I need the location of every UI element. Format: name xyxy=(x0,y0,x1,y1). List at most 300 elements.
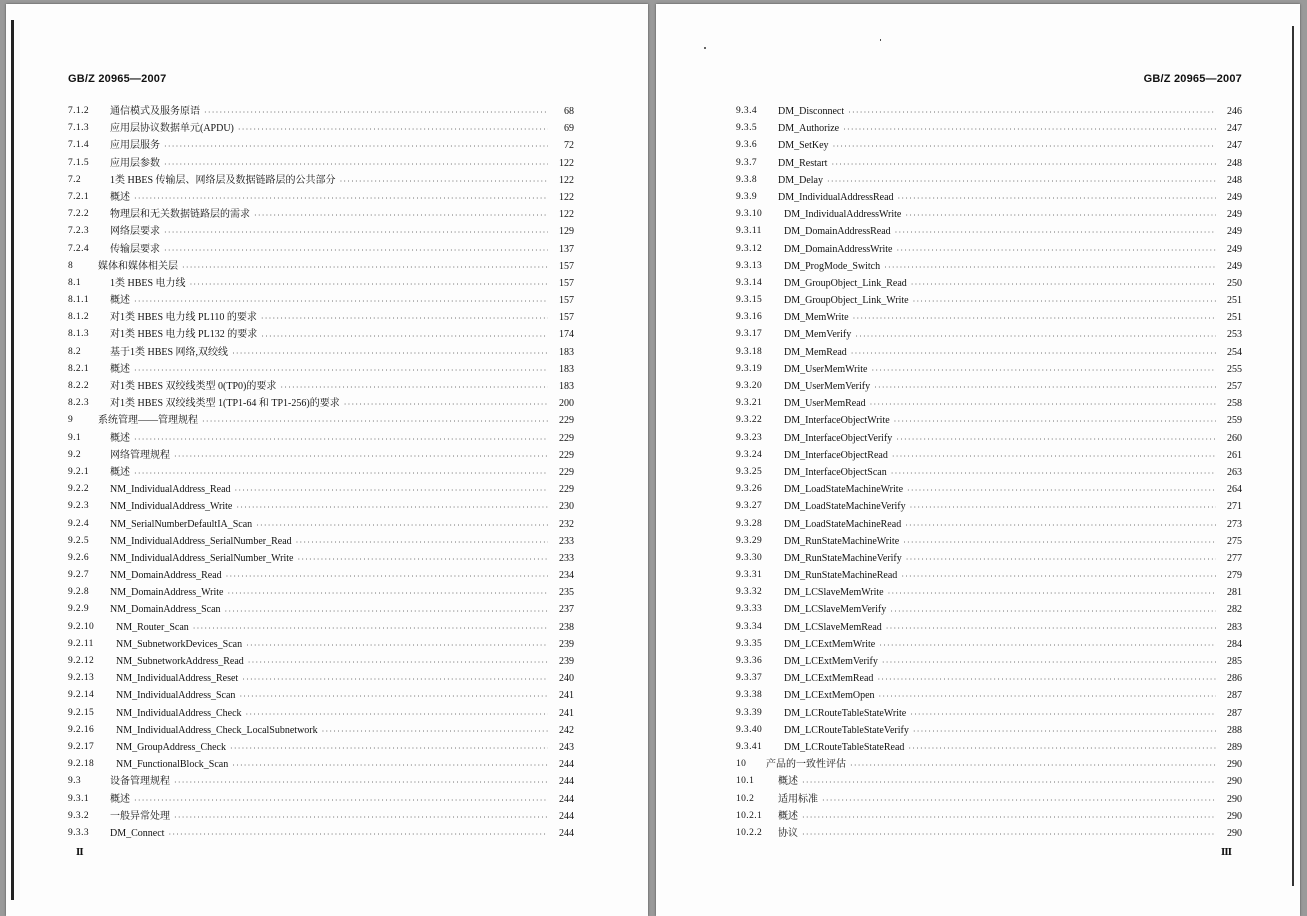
toc-section-number: 9.2.15 xyxy=(68,707,95,718)
toc-section-number: 9.3.25 xyxy=(736,466,763,477)
toc-entry[interactable] xyxy=(68,464,574,481)
toc-entry[interactable] xyxy=(736,378,1242,395)
toc-leader-dots xyxy=(256,517,548,534)
toc-entry[interactable] xyxy=(68,825,574,842)
toc-entry[interactable] xyxy=(736,447,1242,464)
toc-page-number: 244 xyxy=(559,776,574,788)
toc-section-title: DM_LCRouteTableStateRead xyxy=(784,741,905,753)
toc-page-number: 248 xyxy=(1227,174,1242,186)
left-page xyxy=(6,4,648,916)
toc-section-number: 9.2.10 xyxy=(68,621,95,632)
toc-section-title: DM_LCExtMemWrite xyxy=(784,638,876,650)
toc-entry[interactable] xyxy=(68,601,574,618)
toc-leader-dots xyxy=(164,138,548,155)
toc-entry[interactable] xyxy=(68,670,574,687)
toc-leader-dots xyxy=(898,190,1216,207)
toc-leader-dots xyxy=(164,242,548,259)
toc-section-title: DM_SetKey xyxy=(778,140,829,152)
toc-section-title: DM_RunStateMachineWrite xyxy=(784,535,900,547)
toc-entry[interactable] xyxy=(68,808,574,825)
toc-entry[interactable] xyxy=(736,584,1242,601)
toc-leader-dots xyxy=(853,310,1216,327)
toc-page-number: 286 xyxy=(1227,673,1242,685)
toc-entry[interactable] xyxy=(68,636,574,653)
toc-leader-dots xyxy=(884,259,1216,276)
toc-section-number: 9.2.7 xyxy=(68,570,89,581)
toc-section-title: NM_SerialNumberDefaultIA_Scan xyxy=(110,518,253,530)
toc-section-number: 9.3.3 xyxy=(68,827,89,838)
toc-section-title: 应用层服务 xyxy=(110,140,160,152)
toc-leader-dots xyxy=(134,190,548,207)
toc-page-number: 232 xyxy=(559,518,574,530)
toc-entry[interactable] xyxy=(736,619,1242,636)
toc-section-number: 9.3.40 xyxy=(736,724,763,735)
toc-section-title: DM_UserMemWrite xyxy=(784,363,868,375)
toc-entry[interactable] xyxy=(68,584,574,601)
toc-leader-dots xyxy=(895,224,1216,241)
toc-entry[interactable] xyxy=(68,567,574,584)
toc-section-title: 应用层协议数据单元(APDU) xyxy=(110,123,234,135)
toc-section-number: 9.3.26 xyxy=(736,484,763,495)
toc-section-number: 9.3.23 xyxy=(736,432,763,443)
toc-entry[interactable] xyxy=(68,653,574,670)
toc-section-title: NM_IndividualAddress_SerialNumber_Write xyxy=(110,552,294,564)
toc-section-number: 7.1.4 xyxy=(68,140,89,151)
toc-page-number: 229 xyxy=(559,449,574,461)
toc-section-title: 概述 xyxy=(110,363,130,375)
toc-entry[interactable] xyxy=(68,516,574,533)
toc-section-number: 9.2.4 xyxy=(68,518,89,529)
toc-section-title: 应用层参数 xyxy=(110,157,160,169)
toc-leader-dots xyxy=(236,499,548,516)
table-of-contents xyxy=(68,103,574,842)
toc-page-number: 250 xyxy=(1227,277,1242,289)
toc-entry[interactable] xyxy=(736,172,1242,189)
toc-entry[interactable] xyxy=(736,653,1242,670)
toc-page-number: 229 xyxy=(559,484,574,496)
toc-leader-dots xyxy=(879,637,1216,654)
toc-entry[interactable] xyxy=(736,430,1242,447)
toc-section-title: 媒体和媒体相关层 xyxy=(98,260,178,272)
toc-section-title: 1类 HBES 电力线 xyxy=(110,277,186,289)
toc-entry[interactable] xyxy=(68,705,574,722)
toc-page-number: 287 xyxy=(1227,707,1242,719)
toc-section-number: 9.3.11 xyxy=(736,226,762,237)
toc-entry[interactable] xyxy=(68,395,574,412)
toc-entry[interactable] xyxy=(736,137,1242,154)
toc-page-number: 247 xyxy=(1227,140,1242,152)
toc-entry[interactable] xyxy=(68,172,574,189)
toc-entry[interactable] xyxy=(68,292,574,309)
toc-page-number: 249 xyxy=(1227,226,1242,238)
toc-leader-dots xyxy=(340,173,548,190)
toc-entry[interactable] xyxy=(736,533,1242,550)
toc-entry[interactable] xyxy=(68,550,574,567)
toc-section-title: NM_IndividualAddress_SerialNumber_Read xyxy=(110,535,292,547)
toc-entry[interactable] xyxy=(68,344,574,361)
toc-entry[interactable] xyxy=(68,430,574,447)
toc-leader-dots xyxy=(134,293,548,310)
toc-section-title: DM_LCExtMemOpen xyxy=(784,690,875,702)
toc-page-number: 183 xyxy=(559,381,574,392)
toc-section-number: 9.3.36 xyxy=(736,656,763,666)
toc-entry[interactable] xyxy=(68,447,574,464)
toc-page-number: 233 xyxy=(559,552,574,564)
toc-entry[interactable] xyxy=(736,241,1242,258)
toc-section-title: DM_MemRead xyxy=(784,346,847,358)
toc-section-title: DM_RunStateMachineVerify xyxy=(784,552,902,564)
toc-leader-dots xyxy=(901,568,1216,585)
toc-entry[interactable] xyxy=(736,223,1242,240)
toc-entry[interactable] xyxy=(68,137,574,154)
toc-section-number: 9.3.7 xyxy=(736,157,757,168)
toc-leader-dots xyxy=(831,156,1216,173)
toc-section-number: 9.3.17 xyxy=(736,329,763,340)
toc-section-number: 8.1.3 xyxy=(68,329,89,340)
toc-entry[interactable] xyxy=(736,808,1242,825)
toc-page-number: 241 xyxy=(559,707,574,719)
toc-entry[interactable] xyxy=(736,550,1242,567)
toc-entry[interactable] xyxy=(68,412,574,429)
toc-entry[interactable] xyxy=(736,258,1242,275)
toc-entry[interactable] xyxy=(736,636,1242,653)
toc-section-number: 9.3.22 xyxy=(736,415,763,426)
toc-section-number: 8.1 xyxy=(68,277,82,288)
toc-entry[interactable] xyxy=(736,275,1242,292)
toc-leader-dots xyxy=(190,276,548,293)
toc-section-number: 9 xyxy=(68,415,74,426)
toc-section-title: DM_LoadStateMachineRead xyxy=(784,518,902,530)
toc-page-number: 229 xyxy=(559,432,574,444)
toc-section-title: 网络层要求 xyxy=(110,226,160,238)
toc-section-number: 9.3.28 xyxy=(736,518,763,529)
toc-section-number: 10.1 xyxy=(736,776,755,787)
toc-section-title: 概述 xyxy=(110,295,130,307)
toc-section-number: 9.3.32 xyxy=(736,587,763,598)
toc-leader-dots xyxy=(822,792,1216,809)
toc-page-number: 244 xyxy=(559,810,574,822)
toc-page-number: 284 xyxy=(1227,638,1242,650)
toc-section-number: 9.2.1 xyxy=(68,466,89,477)
toc-section-title: 概述 xyxy=(110,191,130,203)
toc-entry[interactable] xyxy=(736,326,1242,343)
toc-section-title: 协议 xyxy=(778,827,798,839)
toc-entry[interactable] xyxy=(736,722,1242,739)
toc-leader-dots xyxy=(907,482,1216,499)
toc-section-number: 9.3.18 xyxy=(736,346,763,357)
toc-page-number: 240 xyxy=(559,673,574,685)
toc-page-number: 229 xyxy=(559,466,574,478)
toc-section-number: 9.3.12 xyxy=(736,243,763,254)
page-binding-edge xyxy=(11,20,14,900)
toc-section-number: 9.3.37 xyxy=(736,673,763,684)
toc-page-number: 258 xyxy=(1227,398,1242,410)
toc-entry[interactable] xyxy=(736,739,1242,756)
right-page xyxy=(656,4,1300,916)
toc-section-number: 9.2.18 xyxy=(68,759,95,770)
toc-leader-dots xyxy=(246,706,548,723)
toc-entry[interactable] xyxy=(68,498,574,515)
toc-page-number: 237 xyxy=(559,604,574,616)
toc-section-title: 网络管理规程 xyxy=(110,449,170,461)
toc-section-title: DM_Authorize xyxy=(778,123,840,135)
toc-section-number: 7.2 xyxy=(68,174,82,185)
toc-leader-dots xyxy=(238,121,548,138)
toc-entry[interactable] xyxy=(736,670,1242,687)
toc-leader-dots xyxy=(193,620,548,637)
toc-leader-dots xyxy=(296,534,548,551)
toc-page-number: 249 xyxy=(1227,243,1242,255)
toc-page-number: 249 xyxy=(1227,260,1242,272)
toc-leader-dots xyxy=(886,620,1216,637)
toc-section-title: DM_GroupObject_Link_Read xyxy=(784,277,907,289)
toc-entry[interactable] xyxy=(736,687,1242,704)
toc-leader-dots xyxy=(344,396,548,413)
toc-leader-dots xyxy=(906,551,1216,568)
toc-entry[interactable] xyxy=(68,120,574,137)
toc-page-number: 271 xyxy=(1227,501,1242,513)
toc-entry[interactable] xyxy=(736,412,1242,429)
toc-page-number: 137 xyxy=(559,243,574,255)
toc-entry[interactable] xyxy=(736,791,1242,808)
toc-leader-dots xyxy=(164,224,548,241)
toc-section-title: DM_MemWrite xyxy=(784,312,849,324)
toc-entry[interactable] xyxy=(736,481,1242,498)
toc-page-number: 157 xyxy=(559,295,574,307)
toc-page-number: 261 xyxy=(1227,449,1242,461)
toc-entry[interactable] xyxy=(68,155,574,172)
page-number: Ⅲ xyxy=(1221,847,1232,857)
toc-section-title: 物理层和无关数据链路层的需求 xyxy=(110,209,250,221)
toc-page-number: 248 xyxy=(1227,157,1242,169)
toc-leader-dots xyxy=(134,792,548,809)
toc-section-number: 9.2.14 xyxy=(68,690,95,701)
scan-speck xyxy=(880,39,881,41)
toc-section-title: DM_Restart xyxy=(778,157,828,169)
toc-leader-dots xyxy=(232,345,548,362)
toc-page-number: 239 xyxy=(559,656,574,667)
toc-page-number: 288 xyxy=(1227,724,1242,736)
toc-section-title: DM_IndividualAddressRead xyxy=(778,191,894,203)
toc-leader-dots xyxy=(134,465,548,482)
toc-leader-dots xyxy=(894,413,1216,430)
toc-entry[interactable] xyxy=(736,155,1242,172)
toc-section-number: 9.3.31 xyxy=(736,570,763,581)
toc-section-number: 8.2.2 xyxy=(68,381,89,391)
toc-section-title: 概述 xyxy=(110,466,130,478)
toc-entry[interactable] xyxy=(68,103,574,120)
toc-leader-dots xyxy=(225,603,548,620)
toc-entry[interactable] xyxy=(68,773,574,790)
toc-leader-dots xyxy=(870,396,1216,413)
toc-section-number: 9.1 xyxy=(68,432,82,443)
toc-section-title: 基于1类 HBES 网络,双绞线 xyxy=(110,346,229,358)
toc-section-number: 9.3.24 xyxy=(736,449,763,460)
toc-leader-dots xyxy=(890,603,1216,620)
toc-section-title: DM_InterfaceObjectScan xyxy=(784,466,887,478)
toc-entry[interactable] xyxy=(68,687,574,704)
toc-entry[interactable] xyxy=(736,103,1242,120)
toc-section-number: 9.2.9 xyxy=(68,604,89,615)
toc-page-number: 289 xyxy=(1227,741,1242,753)
toc-section-title: 适用标准 xyxy=(778,793,818,805)
toc-leader-dots xyxy=(910,499,1216,516)
toc-entry[interactable] xyxy=(736,395,1242,412)
toc-leader-dots xyxy=(134,362,548,379)
toc-section-title: NM_IndividualAddress_Check xyxy=(116,707,242,719)
toc-page-number: 255 xyxy=(1227,363,1242,375)
toc-entry[interactable] xyxy=(68,739,574,756)
toc-entry[interactable] xyxy=(68,258,574,275)
toc-section-title: 概述 xyxy=(110,793,130,805)
toc-entry[interactable] xyxy=(68,378,574,395)
toc-section-title: DM_LCSlaveMemVerify xyxy=(784,604,887,616)
toc-entry[interactable] xyxy=(68,481,574,498)
toc-section-number: 9.2.12 xyxy=(68,656,95,666)
toc-page-number: 277 xyxy=(1227,552,1242,564)
toc-section-title: 对1类 HBES 双绞线类型 1(TP1-64 和 TP1-256)的要求 xyxy=(110,398,340,410)
toc-entry[interactable] xyxy=(736,773,1242,790)
toc-section-number: 9.2.5 xyxy=(68,535,89,546)
toc-page-number: 122 xyxy=(559,209,574,221)
toc-section-title: DM_ProgMode_Switch xyxy=(784,260,881,272)
toc-leader-dots xyxy=(802,774,1216,791)
toc-entry[interactable] xyxy=(736,120,1242,137)
toc-page-number: 157 xyxy=(559,260,574,272)
toc-section-number: 9.3.30 xyxy=(736,552,763,563)
toc-section-number: 9.3.19 xyxy=(736,363,763,374)
toc-leader-dots xyxy=(134,431,548,448)
toc-leader-dots xyxy=(235,482,548,499)
toc-section-title: DM_InterfaceObjectVerify xyxy=(784,432,893,444)
toc-leader-dots xyxy=(913,723,1216,740)
toc-section-title: NM_GroupAddress_Check xyxy=(116,741,226,753)
toc-section-title: DM_LCExtMemVerify xyxy=(784,656,878,667)
toc-page-number: 290 xyxy=(1227,793,1242,805)
toc-section-title: 通信模式及服务原语 xyxy=(110,106,200,117)
toc-section-number: 9.3.27 xyxy=(736,501,763,512)
toc-entry[interactable] xyxy=(736,756,1242,773)
toc-entry[interactable] xyxy=(736,361,1242,378)
toc-section-title: DM_UserMemRead xyxy=(784,398,866,410)
toc-page-number: 157 xyxy=(559,312,574,324)
toc-leader-dots xyxy=(879,688,1216,705)
toc-entry[interactable] xyxy=(736,292,1242,309)
toc-leader-dots xyxy=(202,413,548,430)
toc-page-number: 273 xyxy=(1227,518,1242,530)
toc-entry[interactable] xyxy=(736,601,1242,618)
page-header: GB/Z 20965—2007 xyxy=(68,73,167,85)
toc-leader-dots xyxy=(850,757,1216,774)
toc-page-number: 157 xyxy=(559,277,574,289)
toc-entry[interactable] xyxy=(736,498,1242,515)
toc-leader-dots xyxy=(851,345,1216,362)
toc-section-title: 一般异常处理 xyxy=(110,810,170,822)
toc-section-number: 9.3.33 xyxy=(736,604,763,615)
toc-section-number: 9.2 xyxy=(68,449,82,460)
toc-section-title: 概述 xyxy=(778,776,798,788)
scan-speck xyxy=(704,47,706,49)
toc-section-number: 8.1.2 xyxy=(68,312,89,323)
toc-page-number: 229 xyxy=(559,415,574,427)
toc-leader-dots xyxy=(877,671,1216,688)
toc-section-title: NM_Router_Scan xyxy=(116,621,189,633)
toc-entry[interactable] xyxy=(68,619,574,636)
toc-section-number: 9.2.17 xyxy=(68,741,95,752)
toc-section-number: 9.3.9 xyxy=(736,191,757,202)
toc-entry[interactable] xyxy=(736,344,1242,361)
toc-entry[interactable] xyxy=(68,223,574,240)
toc-section-title: DM_DomainAddressWrite xyxy=(784,243,893,255)
toc-section-title: DM_LCSlaveMemWrite xyxy=(784,587,884,599)
toc-page-number: 234 xyxy=(559,570,574,582)
toc-section-title: DM_LCRouteTableStateWrite xyxy=(784,707,907,719)
page-binding-edge xyxy=(1292,26,1294,886)
toc-leader-dots xyxy=(174,774,548,791)
toc-entry[interactable] xyxy=(68,189,574,206)
toc-leader-dots xyxy=(882,654,1216,671)
toc-section-number: 8.2 xyxy=(68,346,82,357)
toc-section-number: 7.2.1 xyxy=(68,191,89,202)
toc-entry[interactable] xyxy=(68,309,574,326)
toc-page-number: 129 xyxy=(559,226,574,238)
toc-leader-dots xyxy=(911,276,1216,293)
toc-page-number: 281 xyxy=(1227,587,1242,599)
toc-entry[interactable] xyxy=(736,206,1242,223)
toc-entry[interactable] xyxy=(68,361,574,378)
toc-leader-dots xyxy=(827,173,1216,190)
toc-leader-dots xyxy=(802,826,1216,843)
table-of-contents xyxy=(736,103,1242,842)
toc-section-title: 设备管理规程 xyxy=(110,776,170,788)
toc-section-number: 9.3.29 xyxy=(736,535,763,546)
toc-entry[interactable] xyxy=(736,516,1242,533)
toc-leader-dots xyxy=(892,448,1216,465)
toc-section-title: DM_DomainAddressRead xyxy=(784,226,891,238)
toc-entry[interactable] xyxy=(736,705,1242,722)
toc-entry[interactable] xyxy=(68,275,574,292)
toc-leader-dots xyxy=(871,362,1216,379)
toc-entry[interactable] xyxy=(68,326,574,343)
toc-page-number: 233 xyxy=(559,535,574,547)
toc-section-number: 9.3.20 xyxy=(736,381,763,391)
toc-section-title: NM_FunctionalBlock_Scan xyxy=(116,759,229,771)
toc-entry[interactable] xyxy=(736,309,1242,326)
toc-entry[interactable] xyxy=(736,189,1242,206)
toc-section-number: 9.3.21 xyxy=(736,398,763,409)
toc-entry[interactable] xyxy=(68,533,574,550)
toc-leader-dots xyxy=(174,448,548,465)
toc-page-number: 275 xyxy=(1227,535,1242,547)
toc-section-title: DM_Delay xyxy=(778,174,823,186)
page-number: Ⅱ xyxy=(76,847,84,857)
toc-entry[interactable] xyxy=(68,241,574,258)
toc-section-number: 7.2.4 xyxy=(68,243,89,254)
toc-entry[interactable] xyxy=(68,756,574,773)
toc-entry[interactable] xyxy=(68,791,574,808)
toc-entry[interactable] xyxy=(68,206,574,223)
toc-leader-dots xyxy=(905,517,1216,534)
toc-page-number: 251 xyxy=(1227,312,1242,324)
toc-entry[interactable] xyxy=(68,722,574,739)
toc-entry[interactable] xyxy=(736,567,1242,584)
toc-entry[interactable] xyxy=(736,464,1242,481)
toc-section-title: DM_LCRouteTableStateVerify xyxy=(784,724,909,736)
toc-section-title: NM_IndividualAddress_Check_LocalSubnetwork xyxy=(116,724,318,736)
toc-section-title: NM_IndividualAddress_Read xyxy=(110,484,231,496)
toc-entry[interactable] xyxy=(736,825,1242,842)
toc-section-number: 7.2.2 xyxy=(68,209,89,220)
